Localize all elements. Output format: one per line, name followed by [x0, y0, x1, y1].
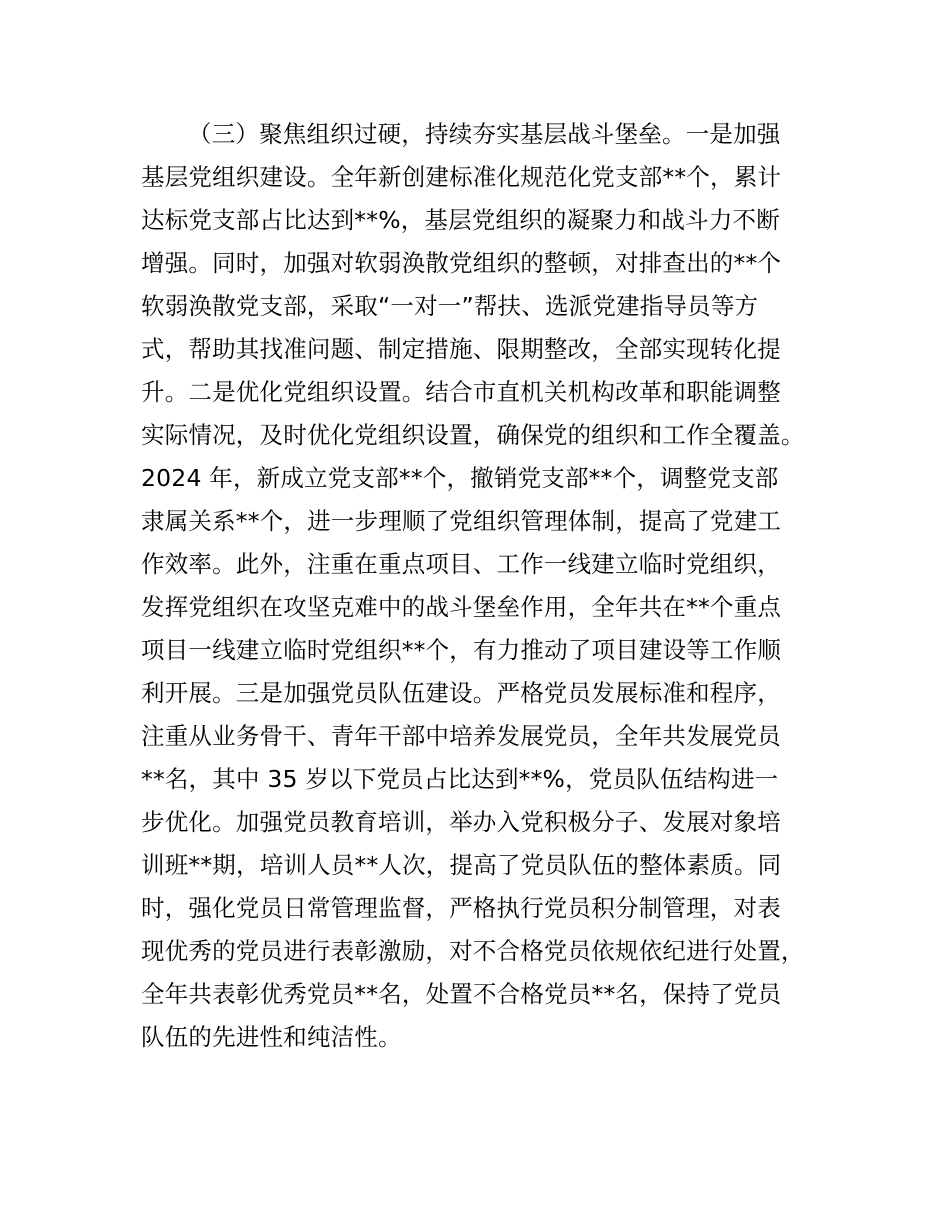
paragraph-line: 隶属关系**个，进一步理顺了党组织管理体制，提高了党建工	[141, 507, 782, 535]
paragraph-line: 项目一线建立临时党组织**个，有力推动了项目建设等工作顺	[141, 636, 782, 664]
paragraph-line: 达标党支部占比达到**%，基层党组织的凝聚力和战斗力不断	[141, 206, 780, 234]
paragraph-line: 利开展。三是加强党员队伍建设。严格党员发展标准和程序，	[141, 679, 781, 707]
paragraph-line: 注重从业务骨干、青年干部中培养发展党员，全年共发展党员	[141, 722, 781, 750]
paragraph-line: 现优秀的党员进行表彰激励，对不合格党员依规依纪进行处置，	[141, 937, 805, 965]
paragraph-line: 2024 年，新成立党支部**个，撤销党支部**个，调整党支部	[141, 464, 779, 492]
paragraph-line: **名，其中 35 岁以下党员占比达到**%，党员队伍结构进一	[141, 765, 779, 793]
paragraph-line: 基层党组织建设。全年新创建标准化规范化党支部**个，累计	[141, 163, 782, 191]
paragraph-line: 增强。同时，加强对软弱涣散党组织的整顿，对排查出的**个	[141, 249, 782, 277]
paragraph-line: 式，帮助其找准问题、制定措施、限期整改，全部实现转化提	[141, 335, 781, 363]
paragraph-line: （三）聚焦组织过硬，持续夯实基层战斗堡垒。一是加强	[188, 120, 781, 148]
paragraph-line: 时，强化党员日常管理监督，严格执行党员积分制管理，对表	[141, 894, 781, 922]
paragraph-line: 发挥党组织在攻坚克难中的战斗堡垒作用，全年共在**个重点	[141, 593, 782, 621]
paragraph-line: 队伍的先进性和纯洁性。	[141, 1023, 402, 1051]
paragraph-line: 步优化。加强党员教育培训，举办入党积极分子、发展对象培	[141, 808, 781, 836]
paragraph-line: 软弱涣散党支部，采取“一对一”帮扶、选派党建指导员等方	[141, 292, 759, 320]
paragraph-line: 实际情况，及时优化党组织设置，确保党的组织和工作全覆盖。	[141, 421, 805, 449]
paragraph-line: 全年共表彰优秀党员**名，处置不合格党员**名，保持了党员	[141, 980, 782, 1008]
paragraph-line: 升。二是优化党组织设置。结合市直机关机构改革和职能调整	[141, 378, 781, 406]
paragraph-line: 作效率。此外，注重在重点项目、工作一线建立临时党组织，	[141, 550, 781, 578]
paragraph-line: 训班**期，培训人员**人次，提高了党员队伍的整体素质。同	[141, 851, 782, 879]
